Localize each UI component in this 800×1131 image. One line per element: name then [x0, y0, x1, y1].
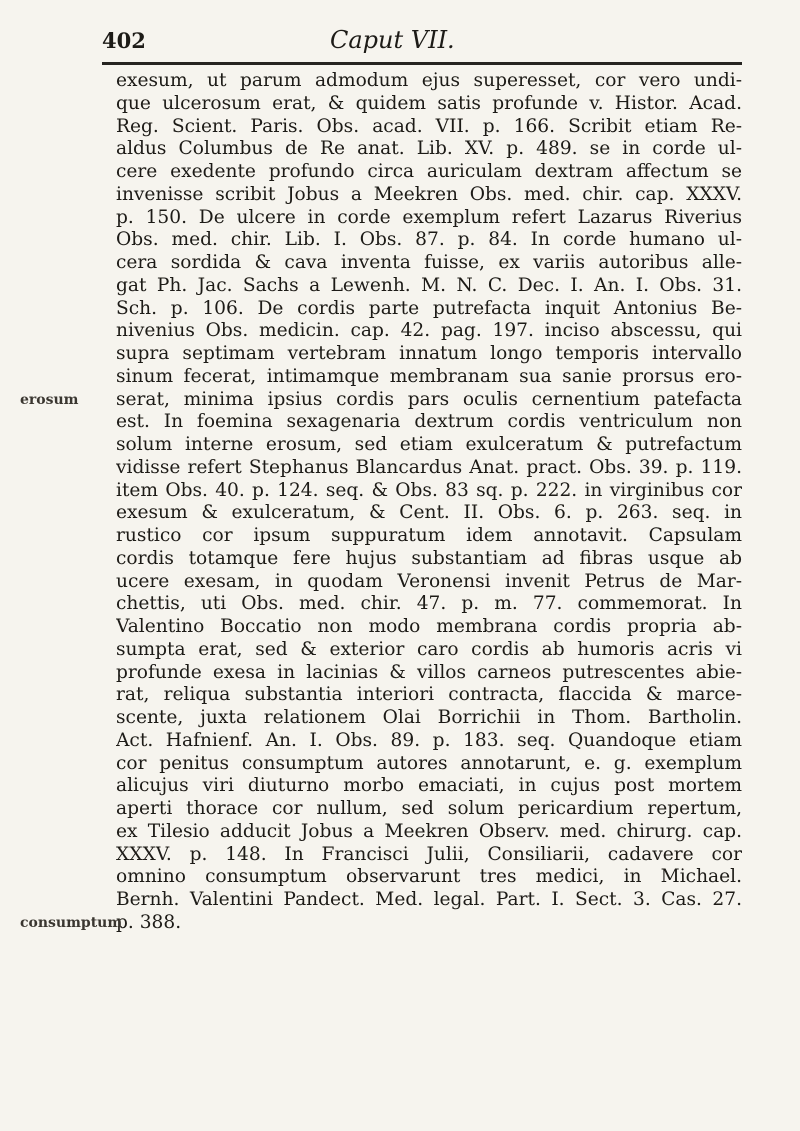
text-line: scente, juxta relationem Olai Borrichii in Thom. Bartholin.: [116, 707, 742, 728]
text-line: cor penitus consumptum autores annotarunt, e. g. exemplum: [116, 752, 742, 774]
text-line: Obs. med. chir. Lib. I. Obs. 87. p. 84. In corde humano ul-: [116, 229, 742, 251]
text-line: sumpta erat, sed & exterior caro cordis ab humoris acris vi: [116, 638, 742, 660]
text-line: Reg. Scient. Paris. Obs. acad. VII. p. 166. Scribit etiam Re-: [116, 115, 742, 137]
body-text: [116, 70, 742, 935]
text-line: rustico cor ipsum suppuratum idem annotavit. Capsulam: [116, 525, 742, 546]
text-line: que ulcerosum erat, & quidem satis profunde v. Histor. Acad.: [116, 92, 742, 114]
margin-note: consumptum: [20, 914, 123, 931]
text-line: serat, minima ipsius cordis pars oculis cernentium patefacta: [116, 388, 742, 410]
text-line: ucere exesam, in quodam Veronensi invenit Petrus de Mar-: [116, 570, 742, 592]
text-line: solum interne erosum, sed etiam exulceratum & putrefactum: [116, 434, 742, 455]
page-number: 402: [102, 28, 146, 53]
text-line: p. 388.: [116, 911, 182, 933]
text-line: supra septimam vertebram innatum longo temporis intervallo: [116, 343, 742, 364]
text-line: gat Ph. Jac. Sachs a Lewenh. M. N. C. Dec. I. An. I. Obs. 31.: [116, 274, 742, 296]
text-line: Bernh. Valentini Pandect. Med. legal. Part. I. Sect. 3. Cas. 27.: [116, 889, 742, 910]
text-line: exesum & exulceratum, & Cent. II. Obs. 6. p. 263. seq. in: [116, 502, 742, 524]
text-line: est. In foemina sexagenaria dextrum cordis ventriculum non: [116, 411, 742, 433]
text-line: omnino consumptum observarunt tres medici, in Michael.: [116, 866, 742, 888]
text-line: exesum, ut parum admodum ejus superesset, cor vero undi-: [116, 70, 742, 91]
text-line: chettis, uti Obs. med. chir. 47. p. m. 77. commemorat. In: [116, 593, 742, 615]
text-line: vidisse refert Stephanus Blancardus Anat. pract. Obs. 39. p. 119.: [116, 456, 742, 478]
text-line: aperti thorace cor nullum, sed solum pericardium repertum,: [116, 798, 742, 819]
text-line: cordis totamque fere hujus substantiam ad fibras usque ab: [116, 547, 742, 569]
text-line: XXXV. p. 148. In Francisci Julii, Consiliarii, cadavere cor: [116, 843, 742, 865]
text-line: Act. Hafnienf. An. I. Obs. 89. p. 183. seq. Quandoque etiam: [116, 729, 742, 751]
text-line: nivenius Obs. medicin. cap. 42. pag. 197. inciso abscessu, qui: [116, 320, 742, 342]
text-line: sinum fecerat, intimamque membranam sua sanie prorsus ero-: [116, 365, 742, 387]
text-line: Valentino Boccatio non modo membrana cordis propria ab-: [116, 616, 742, 637]
text-line: cera sordida & cava inventa fuisse, ex variis autoribus alle-: [116, 252, 742, 273]
text-line: rat, reliqua substantia interiori contracta, flaccida & marce-: [116, 684, 742, 706]
header-rule: [102, 62, 742, 65]
text-line: alicujus viri diuturno morbo emaciati, in cujus post mortem: [116, 775, 742, 797]
text-line: profunde exesa in lacinias & villos carneos putrescentes abie-: [116, 661, 742, 683]
text-line: p. 150. De ulcere in corde exemplum refert Lazarus Riverius: [116, 206, 742, 228]
page-header: [102, 22, 742, 66]
text-line: ex Tilesio adducit Jobus a Meekren Observ. med. chirurg. cap.: [116, 820, 742, 842]
running-head: Caput VII.: [330, 26, 455, 54]
margin-note: erosum: [20, 391, 79, 408]
text-line: invenisse scribit Jobus a Meekren Obs. med. chir. cap. XXXV.: [116, 183, 742, 205]
text-line: Sch. p. 106. De cordis parte putrefacta inquit Antonius Be-: [116, 297, 742, 319]
text-line: item Obs. 40. p. 124. seq. & Obs. 83 sq. p. 222. in virginibus cor: [116, 479, 742, 501]
text-line: cere exedente profundo circa auriculam dextram affectum se: [116, 161, 742, 182]
text-line: aldus Columbus de Re anat. Lib. XV. p. 489. se in corde ul-: [116, 138, 742, 160]
